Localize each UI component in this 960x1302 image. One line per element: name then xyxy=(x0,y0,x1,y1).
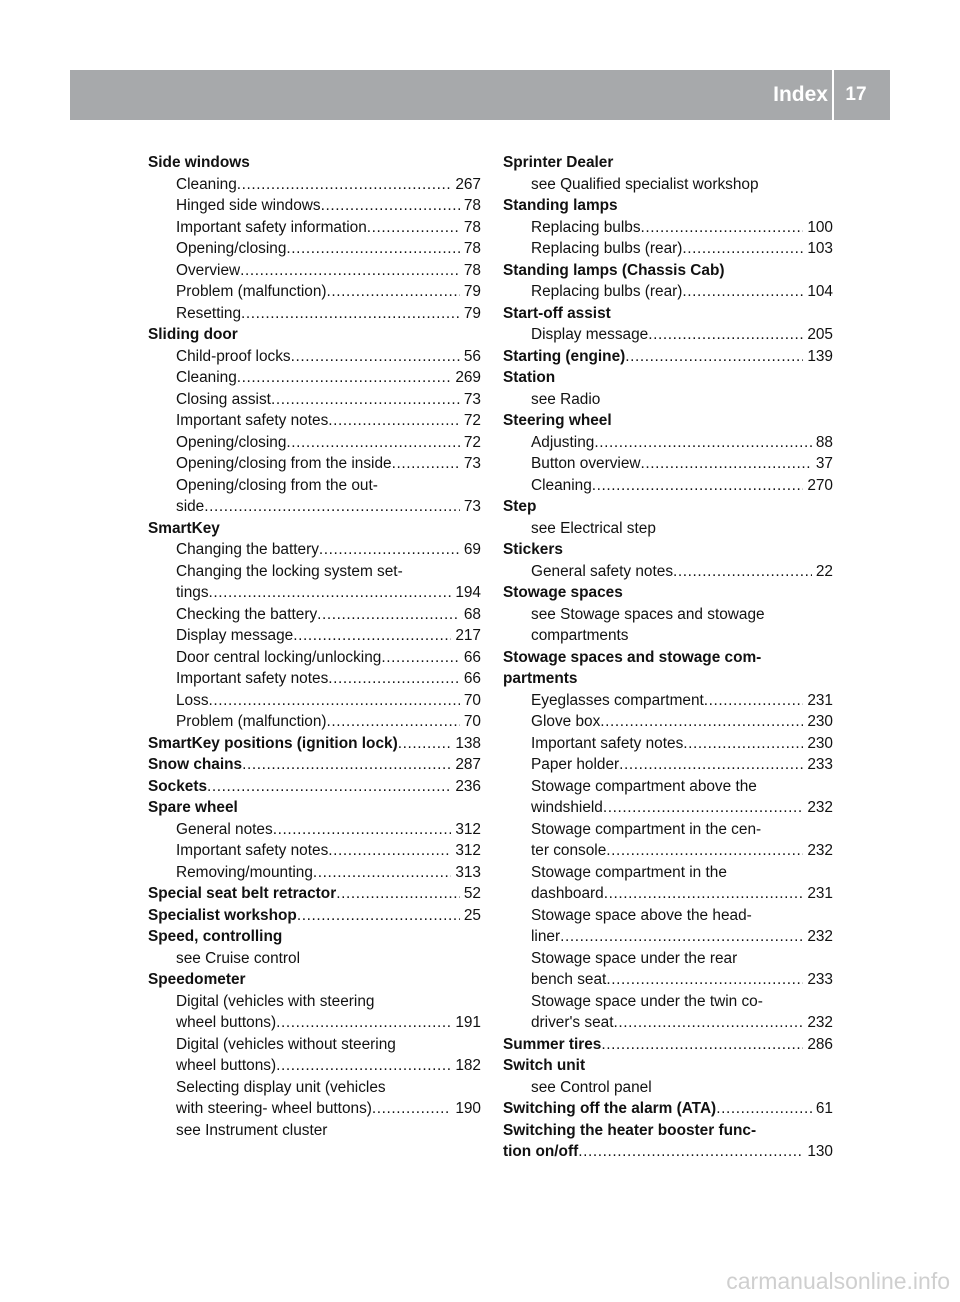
index-entry[interactable]: tion on/off ..... 130 xyxy=(503,1141,833,1163)
index-subentry[interactable]: tings ..... 194 xyxy=(148,582,481,604)
see-reference[interactable]: see Stowage spaces and stowage xyxy=(531,605,765,623)
index-heading: Start-off assist xyxy=(503,304,611,322)
index-heading: Stowage spaces xyxy=(503,584,623,601)
index-entry[interactable]: Starting (engine) ..... 139 xyxy=(503,346,833,368)
index-subentry-wrap[interactable]: Stowage compartment above the xyxy=(531,777,757,795)
index-column-left xyxy=(148,152,481,1141)
index-subentry[interactable]: Important safety notes ..... 230 xyxy=(503,733,833,755)
header-separator xyxy=(832,70,834,120)
index-subentry[interactable]: windshield ..... 232 xyxy=(503,797,833,819)
index-entry[interactable]: Special seat belt retractor ..... 52 xyxy=(148,883,481,905)
index-subentry[interactable]: Replacing bulbs ..... 100 xyxy=(503,217,833,239)
index-heading: Step xyxy=(503,498,537,515)
index-heading: Switching the heater booster func- xyxy=(503,1121,757,1139)
index-subentry[interactable]: Resetting ..... 79 xyxy=(148,303,481,325)
index-subentry[interactable]: Display message ..... 205 xyxy=(503,324,833,346)
see-reference[interactable]: see Radio xyxy=(531,390,601,408)
index-heading: Speed, controlling xyxy=(148,928,283,945)
see-reference[interactable]: see Electrical step xyxy=(531,519,656,537)
index-entry[interactable]: Specialist workshop ..... 25 xyxy=(148,905,481,927)
index-subentry[interactable]: General safety notes ..... 22 xyxy=(503,561,833,583)
index-heading: Side windows xyxy=(148,154,250,171)
index-subentry[interactable]: Opening/closing ..... 72 xyxy=(148,432,481,454)
index-heading: partments xyxy=(503,670,578,687)
index-subentry[interactable]: Opening/closing from the inside ..... 73 xyxy=(148,453,481,475)
index-column-right xyxy=(503,152,833,1163)
index-subentry[interactable]: Hinged side windows ..... 78 xyxy=(148,195,481,217)
index-subentry[interactable]: Door central locking/unlocking ..... 66 xyxy=(148,647,481,669)
index-subentry-wrap[interactable]: Stowage compartment in the cen- xyxy=(531,820,762,838)
index-subentry-wrap[interactable]: Digital (vehicles without steering xyxy=(176,1035,396,1053)
page-number: 17 xyxy=(845,84,867,105)
index-entry[interactable]: SmartKey positions (ignition lock) ..... 138 xyxy=(148,733,481,755)
index-subentry[interactable]: Child-proof locks ..... 56 xyxy=(148,346,481,368)
index-subentry[interactable]: Eyeglasses compartment ..... 231 xyxy=(503,690,833,712)
index-subentry[interactable]: Important safety notes ..... 66 xyxy=(148,668,481,690)
index-heading: Stickers xyxy=(503,541,563,558)
see-reference[interactable]: see Control panel xyxy=(531,1078,652,1096)
index-subentry[interactable]: Problem (malfunction) ..... 70 xyxy=(148,711,481,733)
see-reference[interactable]: see Cruise control xyxy=(176,949,301,967)
index-subentry[interactable]: Glove box ..... 230 xyxy=(503,711,833,733)
header-title: Index xyxy=(773,83,828,106)
index-subentry[interactable]: side ..... 73 xyxy=(148,496,481,518)
index-entry[interactable]: Switching off the alarm (ATA) ..... 61 xyxy=(503,1098,833,1120)
index-subentry[interactable]: wheel buttons) ..... 191 xyxy=(148,1012,481,1034)
index-heading: Standing lamps (Chassis Cab) xyxy=(503,261,725,279)
see-reference[interactable]: see Instrument cluster xyxy=(176,1121,328,1139)
watermark: carmanualsonline.info xyxy=(726,1268,950,1294)
index-heading: Steering wheel xyxy=(503,412,612,429)
index-subentry-wrap[interactable]: Stowage space under the twin co- xyxy=(531,992,763,1010)
index-heading: Spare wheel xyxy=(148,799,238,816)
index-subentry[interactable]: Replacing bulbs (rear) ..... 104 xyxy=(503,281,833,303)
see-reference[interactable]: see Qualified specialist workshop xyxy=(531,175,759,193)
index-subentry[interactable]: with steering- wheel buttons) ..... 190 xyxy=(148,1098,481,1120)
index-heading: SmartKey xyxy=(148,519,220,537)
index-entry[interactable]: Sockets ..... 236 xyxy=(148,776,481,798)
index-subentry-wrap[interactable]: Opening/closing from the out- xyxy=(176,476,378,494)
index-heading: Station xyxy=(503,369,556,386)
index-heading: Speedometer xyxy=(148,971,246,988)
index-heading: Sliding door xyxy=(148,326,238,343)
index-subentry[interactable]: Changing the battery ..... 69 xyxy=(148,539,481,561)
index-subentry[interactable]: Overview ..... 78 xyxy=(148,260,481,282)
index-subentry[interactable]: Cleaning ..... 269 xyxy=(148,367,481,389)
index-subentry-wrap[interactable]: Stowage compartment in the xyxy=(531,863,727,881)
index-subentry[interactable]: Problem (malfunction) ..... 79 xyxy=(148,281,481,303)
index-heading: Switch unit xyxy=(503,1057,586,1074)
index-subentry[interactable]: driver's seat ..... 232 xyxy=(503,1012,833,1034)
index-subentry[interactable]: dashboard ..... 231 xyxy=(503,883,833,905)
index-subentry[interactable]: Loss ..... 70 xyxy=(148,690,481,712)
index-heading: Standing lamps xyxy=(503,197,618,214)
index-subentry[interactable]: bench seat ..... 233 xyxy=(503,969,833,991)
index-subentry-wrap[interactable]: Stowage space above the head- xyxy=(531,906,752,924)
index-entry[interactable]: Summer tires ..... 286 xyxy=(503,1034,833,1056)
index-heading: Stowage spaces and stowage com- xyxy=(503,648,762,666)
index-subentry[interactable]: ter console ..... 232 xyxy=(503,840,833,862)
index-subentry[interactable]: Paper holder ..... 233 xyxy=(503,754,833,776)
index-subentry[interactable]: General notes ..... 312 xyxy=(148,819,481,841)
index-subentry-wrap[interactable]: Changing the locking system set- xyxy=(176,562,403,580)
index-subentry[interactable]: Button overview ..... 37 xyxy=(503,453,833,475)
index-subentry-wrap[interactable]: Stowage space under the rear xyxy=(531,949,738,967)
see-reference[interactable]: compartments xyxy=(531,627,629,644)
index-subentry[interactable]: Important safety notes ..... 312 xyxy=(148,840,481,862)
index-subentry[interactable]: Opening/closing ..... 78 xyxy=(148,238,481,260)
index-subentry[interactable]: Important safety notes ..... 72 xyxy=(148,410,481,432)
index-subentry[interactable]: Checking the battery ..... 68 xyxy=(148,604,481,626)
index-subentry[interactable]: Important safety information ..... 78 xyxy=(148,217,481,239)
index-subentry[interactable]: wheel buttons) ..... 182 xyxy=(148,1055,481,1077)
index-subentry-wrap[interactable]: Digital (vehicles with steering xyxy=(176,992,375,1010)
index-subentry[interactable]: Cleaning ..... 270 xyxy=(503,475,833,497)
index-subentry[interactable]: Cleaning ..... 267 xyxy=(148,174,481,196)
index-subentry[interactable]: Display message ..... 217 xyxy=(148,625,481,647)
index-subentry[interactable]: Closing assist ..... 73 xyxy=(148,389,481,411)
index-subentry-wrap[interactable]: Selecting display unit (vehicles xyxy=(176,1078,386,1096)
index-subentry[interactable]: Removing/mounting ..... 313 xyxy=(148,862,481,884)
index-subentry[interactable]: Adjusting ..... 88 xyxy=(503,432,833,454)
index-entry[interactable]: Snow chains ..... 287 xyxy=(148,754,481,776)
index-subentry[interactable]: Replacing bulbs (rear) ..... 103 xyxy=(503,238,833,260)
index-heading: Sprinter Dealer xyxy=(503,154,614,171)
index-subentry[interactable]: liner ..... 232 xyxy=(503,926,833,948)
